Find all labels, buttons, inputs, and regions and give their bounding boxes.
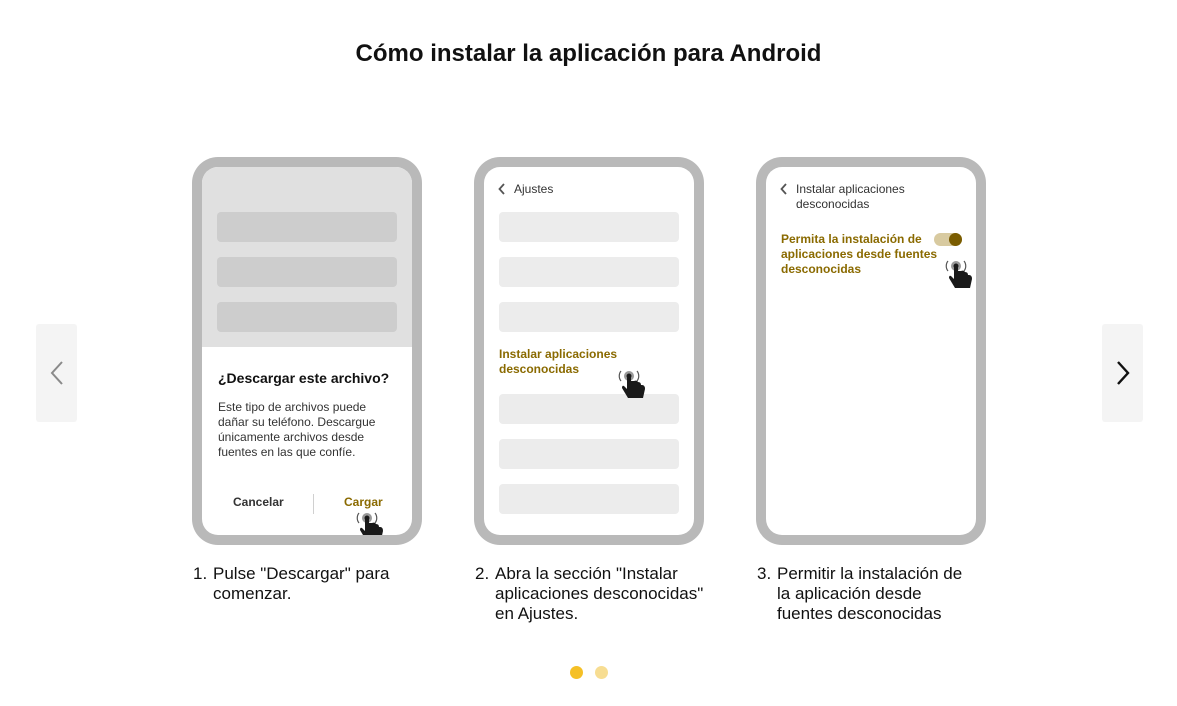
placeholder-bar bbox=[217, 257, 397, 287]
chevron-left-icon bbox=[50, 360, 64, 386]
phone-mockup-settings bbox=[474, 157, 704, 545]
step-number: 1. bbox=[193, 564, 208, 583]
cancel-button[interactable]: Cancelar bbox=[233, 495, 284, 509]
settings-row[interactable] bbox=[499, 484, 679, 514]
step-number: 2. bbox=[475, 564, 490, 583]
phone-screen bbox=[202, 167, 412, 535]
install-unknown-apps-option[interactable]: Instalar aplicaciones desconocidas bbox=[499, 347, 618, 376]
settings-row[interactable] bbox=[499, 394, 679, 424]
step-1 bbox=[193, 564, 433, 604]
placeholder-bar bbox=[217, 212, 397, 242]
tap-hand-icon bbox=[617, 363, 649, 401]
load-button[interactable]: Cargar bbox=[344, 495, 383, 509]
background-app-area bbox=[202, 167, 412, 347]
tap-hand-icon bbox=[355, 505, 387, 535]
phone-mockup-download bbox=[192, 157, 422, 545]
step-text: Permitir la instalación de la aplicación desde fuentes desconocidas bbox=[777, 564, 963, 623]
dialog-title: ¿Descargar este archivo? bbox=[218, 370, 390, 386]
carousel-pagination bbox=[0, 666, 1177, 679]
step-text: Pulse "Descargar" para comenzar. bbox=[213, 564, 390, 603]
carousel-next-button[interactable] bbox=[1102, 324, 1143, 422]
settings-row[interactable] bbox=[499, 212, 679, 242]
screen-header: Ajustes bbox=[514, 182, 554, 196]
settings-row[interactable] bbox=[499, 257, 679, 287]
button-divider bbox=[313, 494, 314, 514]
dialog-message: Este tipo de archivos puede dañar su teléfono. Descargue únicamente archivos desde fuentes en las que confíe. bbox=[218, 400, 376, 459]
chevron-right-icon bbox=[1116, 360, 1130, 386]
step-3 bbox=[757, 564, 997, 624]
step-text: Abra la sección "Instalar aplicaciones desconocidas" en Ajustes. bbox=[495, 564, 704, 623]
phone-screen bbox=[766, 167, 976, 535]
pagination-dot-2[interactable] bbox=[595, 666, 608, 679]
back-chevron-icon[interactable] bbox=[780, 183, 788, 197]
allow-unknown-sources-toggle[interactable] bbox=[934, 233, 962, 246]
tap-hand-icon bbox=[944, 253, 976, 291]
screen-header: Instalar aplicaciones desconocidas bbox=[796, 182, 905, 211]
page-title: Cómo instalar la aplicación para Android bbox=[355, 40, 822, 67]
back-chevron-icon[interactable] bbox=[498, 183, 506, 197]
toggle-knob bbox=[949, 233, 962, 246]
phone-screen bbox=[484, 167, 694, 535]
settings-row[interactable] bbox=[499, 439, 679, 469]
step-number: 3. bbox=[757, 564, 772, 583]
step-2 bbox=[475, 564, 715, 624]
pagination-dot-1[interactable] bbox=[570, 666, 583, 679]
carousel-prev-button[interactable] bbox=[36, 324, 77, 422]
placeholder-bar bbox=[217, 302, 397, 332]
phone-mockup-permission bbox=[756, 157, 986, 545]
settings-row[interactable] bbox=[499, 302, 679, 332]
allow-unknown-sources-label: Permita la instalación de aplicaciones desde fuentes desconocidas bbox=[781, 232, 938, 276]
